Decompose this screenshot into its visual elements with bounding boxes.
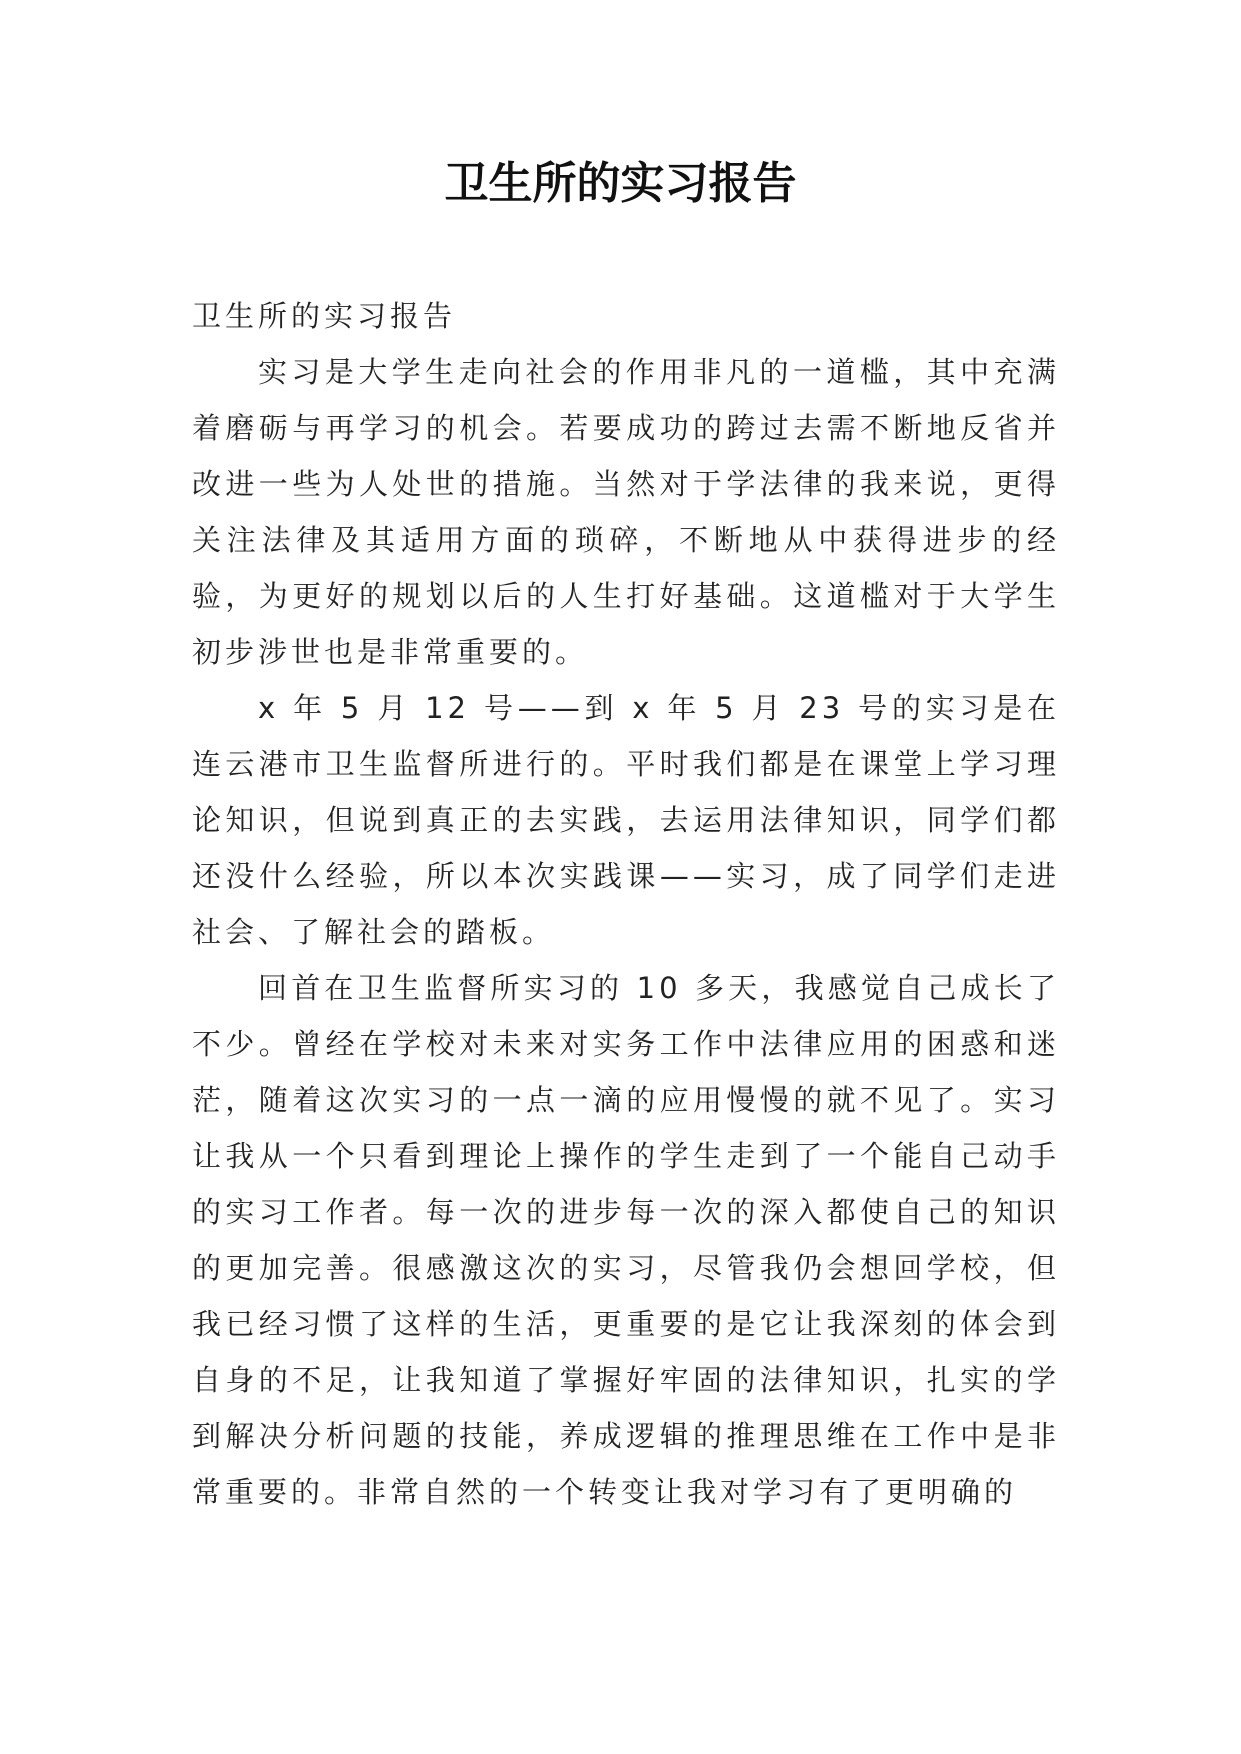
paragraph-1: 实习是大学生走向社会的作用非凡的一道槛，其中充满着磨砺与再学习的机会。若要成功的跨过去需不断地反省并改进一些为人处世的措施。当然对于学法律的我来说，更得关注法律及其适用方面的琐碎，不断地从中获得进步的经验，为更好的规划以后的人生打好基础。这道槛对于大学生初步涉世也是非常重要的。 — [192, 355, 1060, 669]
paragraph-3: 回首在卫生监督所实习的 10 多天，我感觉自己成长了不少。曾经在学校对未来对实务工作中法律应用的困惑和迷茫，随着这次实习的一点一滴的应用慢慢的就不见了。实习让我从一个只看到理论上操作的学生走到了一个能自己动手的实习工作者。每一次的进步每一次的深入都使自己的知识的更加完善。很感激这次的实习，尽管我仍会想回学校，但我已经习惯了这样的生活，更重要的是它让我深刻的体会到自身的不足，让我知道了掌握好牢固的法律知识，扎实的学到解决分析问题的技能，养成逻辑的推理思维在工作中是非常重要的。非常自然的一个转变让我对学习有了更明确的 — [192, 971, 1060, 1509]
paragraph-2: x 年 5 月 12 号——到 x 年 5 月 23 号的实习是在连云港市卫生监督所进行的。平时我们都是在课堂上学习理论知识，但说到真正的去实践，去运用法律知识，同学们都还没什么经验，所以本次实践课——实习，成了同学们走进社会、了解社会的踏板。 — [192, 691, 1060, 949]
document-body — [192, 288, 1060, 1520]
document-title: 卫生所的实习报告 — [444, 158, 797, 209]
document-subtitle: 卫生所的实习报告 — [192, 299, 457, 333]
